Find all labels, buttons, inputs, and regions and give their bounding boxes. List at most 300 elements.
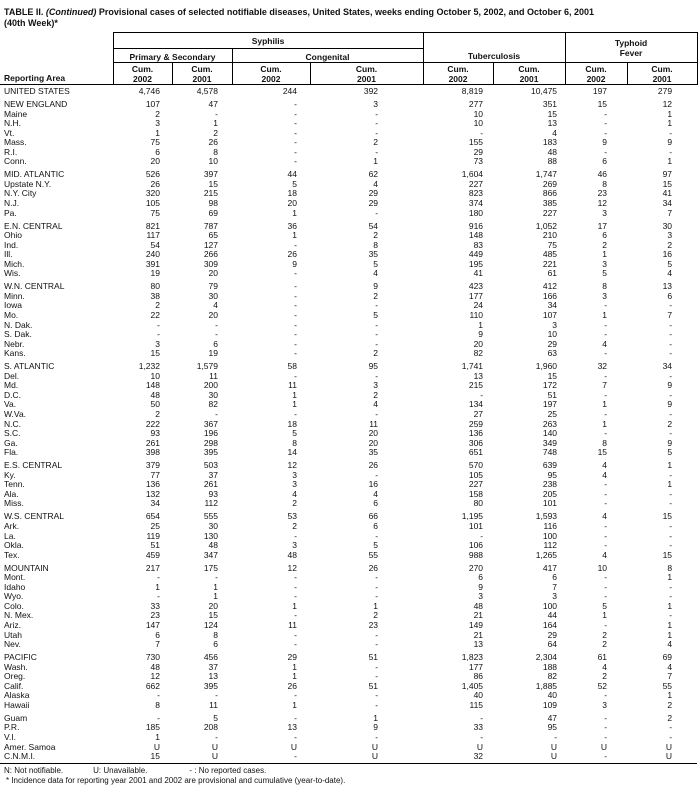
table-row <box>0 723 697 733</box>
value-cell: 3 <box>602 258 608 269</box>
value-cell: 2,304 <box>535 652 558 663</box>
value-cell: 1 <box>292 230 297 241</box>
reporting-area-cell: Minn. <box>4 290 25 301</box>
reporting-area-cell: Tenn. <box>4 479 25 490</box>
table-row <box>0 602 697 612</box>
table-row <box>0 199 697 209</box>
value-cell: 47 <box>547 712 558 723</box>
table-row <box>0 301 697 311</box>
table-row <box>0 573 697 583</box>
value-cell: 1 <box>292 671 297 682</box>
value-cell: 3 <box>373 99 379 110</box>
value-cell: 32 <box>597 361 608 372</box>
value-cell: 1 <box>292 389 297 400</box>
value-cell: 2 <box>602 639 608 650</box>
value-cell: - <box>669 498 673 509</box>
value-cell: 1 <box>292 600 297 611</box>
value-cell: 1,604 <box>461 169 484 180</box>
value-cell: 1 <box>292 207 297 218</box>
value-cell: 158 <box>468 488 484 499</box>
reporting-area-cell: Upstate N.Y. <box>4 178 52 189</box>
reporting-area-cell: Idaho <box>4 581 26 592</box>
table-row <box>0 499 697 509</box>
value-cell: 97 <box>662 169 673 180</box>
value-cell: - <box>294 581 297 592</box>
value-cell: 3 <box>602 207 608 218</box>
primary-secondary-header: Primary & Secondary <box>113 49 232 63</box>
value-cell: - <box>669 348 673 359</box>
value-cell: 4 <box>373 399 379 410</box>
table-row <box>0 209 697 219</box>
value-cell: - <box>375 530 379 541</box>
value-cell: 4,578 <box>196 86 218 96</box>
value-cell: 11 <box>209 370 218 381</box>
value-cell: 107 <box>145 99 160 110</box>
value-cell: 654 <box>145 511 160 522</box>
value-cell: 1 <box>602 399 608 410</box>
value-cell: 15 <box>208 610 218 621</box>
value-cell: 1 <box>373 712 379 723</box>
value-cell: 639 <box>542 460 558 471</box>
value-cell: 13 <box>287 722 297 733</box>
typhoid-header-line2: Fever <box>619 47 643 58</box>
value-cell: 3 <box>552 591 558 602</box>
table-row <box>0 560 697 573</box>
value-cell: 44 <box>287 169 297 180</box>
value-cell: 4 <box>213 300 218 311</box>
value-cell: - <box>669 389 673 400</box>
value-cell: 166 <box>542 290 558 301</box>
value-cell: 4,746 <box>138 86 160 96</box>
value-cell: 19 <box>208 348 218 359</box>
value-cell: U <box>600 741 608 752</box>
value-cell: - <box>604 146 608 157</box>
value-cell: - <box>604 581 608 592</box>
value-cell: 4 <box>373 268 379 279</box>
value-cell: 9 <box>667 380 673 391</box>
cum-2002-header-tuberculosis: Cum. 2002 <box>423 63 493 85</box>
table-row <box>0 752 697 764</box>
table-row <box>0 381 697 391</box>
value-cell: 20 <box>208 268 218 279</box>
value-cell: 1 <box>667 479 673 490</box>
table-row <box>0 180 697 190</box>
value-cell: 58 <box>287 361 297 372</box>
value-cell: 240 <box>145 249 160 260</box>
value-cell: 3 <box>478 591 484 602</box>
value-cell: 5 <box>373 258 379 269</box>
value-cell: 277 <box>468 99 484 110</box>
value-cell: - <box>157 329 160 340</box>
value-cell: 2 <box>155 409 160 419</box>
value-cell: - <box>294 108 297 119</box>
value-cell: 395 <box>203 680 218 691</box>
value-cell: 107 <box>542 310 558 321</box>
value-cell: 3 <box>292 469 297 480</box>
reporting-area-cell: Calif. <box>4 680 24 691</box>
value-cell: 279 <box>657 86 673 96</box>
value-cell: - <box>294 591 297 602</box>
value-cell: - <box>604 389 608 400</box>
value-cell: 51 <box>150 540 160 551</box>
reporting-area-cell: Mont. <box>4 572 26 583</box>
value-cell: 16 <box>662 249 673 260</box>
table-row <box>0 682 697 692</box>
value-cell: - <box>294 338 297 349</box>
value-cell: 112 <box>204 498 218 509</box>
reporting-area-cell: Md. <box>4 380 19 391</box>
value-cell: 3 <box>155 338 160 349</box>
table-row <box>0 650 697 663</box>
value-cell: 100 <box>542 530 558 541</box>
value-cell: 1 <box>213 581 218 592</box>
value-cell: - <box>669 127 673 138</box>
table-row <box>0 592 697 602</box>
value-cell: - <box>294 530 297 541</box>
value-cell: 106 <box>468 540 484 551</box>
value-cell: - <box>604 521 608 532</box>
value-cell: 19 <box>150 268 160 279</box>
value-cell: 1 <box>602 249 608 260</box>
value-cell: 5 <box>667 258 673 269</box>
value-cell: 101 <box>542 498 558 509</box>
value-cell: 1 <box>667 600 673 611</box>
value-cell: 412 <box>542 281 558 292</box>
value-cell: 6 <box>602 230 608 241</box>
table-row <box>0 372 697 382</box>
value-cell: 1 <box>667 572 673 583</box>
title-line-1 <box>4 7 698 18</box>
value-cell: 79 <box>208 281 218 292</box>
value-cell: - <box>669 300 673 311</box>
value-cell: 132 <box>145 488 160 499</box>
value-cell: 1 <box>602 418 608 429</box>
value-cell: 34 <box>547 300 558 311</box>
title-text: Provisional cases of selected notifiable diseases, United States, weeks ending October 5, 2002, and October 6, 2001 <box>98 7 595 17</box>
value-cell: 916 <box>468 220 484 231</box>
value-cell: 185 <box>145 722 160 733</box>
value-cell: 41 <box>473 268 484 279</box>
value-cell: 1,232 <box>138 361 160 372</box>
value-cell: 5 <box>292 178 297 189</box>
value-cell: 164 <box>542 619 558 630</box>
value-cell: - <box>157 591 160 602</box>
value-cell: 651 <box>468 447 484 458</box>
value-cell: 349 <box>542 437 558 448</box>
value-cell: 3 <box>552 319 558 330</box>
value-cell: 2 <box>155 300 160 311</box>
reporting-area-header: Reporting Area <box>0 33 113 85</box>
value-cell: 367 <box>203 418 218 429</box>
value-cell: 8 <box>602 178 608 189</box>
typhoid-group-header <box>565 33 697 63</box>
value-cell: 23 <box>368 619 379 630</box>
value-cell: 15 <box>113 752 172 764</box>
value-cell: 4 <box>602 338 608 349</box>
table-row <box>0 410 697 420</box>
value-cell: 148 <box>468 230 484 241</box>
cum-2001-header-typhoid: Cum. 2001 <box>627 63 697 85</box>
value-cell: 1 <box>213 591 218 602</box>
value-cell: 8 <box>213 146 218 157</box>
value-cell: - <box>157 712 160 723</box>
value-cell: 5 <box>602 268 608 279</box>
table-row <box>0 231 697 241</box>
value-cell: 77 <box>150 469 160 480</box>
value-cell: 9 <box>602 137 608 148</box>
value-cell: - <box>215 572 218 583</box>
value-cell: 1,579 <box>196 361 218 372</box>
value-cell: 27 <box>473 409 484 419</box>
value-cell: 392 <box>363 86 379 96</box>
value-cell: - <box>669 732 673 742</box>
value-cell: 7 <box>667 207 673 218</box>
value-cell: 3 <box>155 118 160 129</box>
table-row <box>0 311 697 321</box>
value-cell: 82 <box>473 348 484 359</box>
value-cell: - <box>375 591 379 602</box>
value-cell: 148 <box>145 380 160 391</box>
table-row <box>0 640 697 650</box>
value-cell: 12 <box>287 460 297 471</box>
value-cell: - <box>669 521 673 532</box>
value-cell: 54 <box>150 239 160 250</box>
table-body <box>0 85 697 764</box>
value-cell: 29 <box>368 198 379 209</box>
value-cell: - <box>669 610 673 621</box>
value-cell: - <box>294 639 297 650</box>
value-cell: 12 <box>150 671 160 682</box>
value-cell: - <box>232 752 310 764</box>
value-cell: 21 <box>473 629 484 640</box>
value-cell: 8 <box>213 629 218 640</box>
value-cell: 1,195 <box>461 511 484 522</box>
value-cell: 449 <box>468 249 484 260</box>
reporting-area-cell: Mo. <box>4 310 19 321</box>
value-cell: - <box>157 319 160 330</box>
table-header <box>0 33 697 85</box>
value-cell: 379 <box>145 460 160 471</box>
value-cell: 32 <box>423 752 493 764</box>
value-cell: - <box>294 310 297 321</box>
value-cell: 93 <box>150 428 160 439</box>
reporting-area-cell: Ga. <box>4 437 18 448</box>
value-cell: 298 <box>203 437 218 448</box>
value-cell: 48 <box>473 600 484 611</box>
table-row <box>0 471 697 481</box>
value-cell: 86 <box>473 671 484 682</box>
value-cell: 347 <box>203 549 218 560</box>
value-cell: 112 <box>543 540 558 551</box>
value-cell: - <box>294 370 297 381</box>
table-row <box>0 110 697 120</box>
value-cell: - <box>157 690 160 701</box>
reporting-area-cell: NEW ENGLAND <box>4 99 68 110</box>
value-cell: - <box>375 146 379 157</box>
footnote-legend <box>4 766 698 776</box>
table-row <box>0 340 697 350</box>
value-cell: - <box>604 409 608 419</box>
table-row <box>0 490 697 500</box>
value-cell: 503 <box>203 460 218 471</box>
value-cell: - <box>375 699 379 710</box>
value-cell: 2 <box>292 498 297 509</box>
value-cell: - <box>604 690 608 701</box>
value-cell: 1 <box>292 661 297 672</box>
table-row <box>0 189 697 199</box>
value-cell: - <box>294 690 297 701</box>
value-cell: 238 <box>542 479 558 490</box>
value-cell: 16 <box>368 479 379 490</box>
value-cell: 140 <box>542 428 558 439</box>
table-row <box>0 743 697 753</box>
value-cell: 2 <box>602 671 608 682</box>
value-cell: 2 <box>292 521 297 532</box>
value-cell: 3 <box>292 479 297 490</box>
value-cell: 988 <box>468 549 484 560</box>
value-cell: 423 <box>468 281 484 292</box>
value-cell: 63 <box>547 348 558 359</box>
value-cell: 8 <box>155 699 160 710</box>
value-cell: 662 <box>145 680 160 691</box>
value-cell: 4 <box>552 127 558 138</box>
value-cell: - <box>604 370 608 381</box>
value-cell: 570 <box>468 460 484 471</box>
value-cell: 38 <box>150 290 160 301</box>
value-cell: - <box>604 118 608 129</box>
value-cell: 51 <box>547 389 558 400</box>
value-cell: - <box>294 319 297 330</box>
value-cell: 55 <box>662 680 673 691</box>
value-cell: 12 <box>597 198 608 209</box>
value-cell: - <box>375 732 379 742</box>
value-cell: U <box>627 752 697 764</box>
table-row <box>0 148 697 158</box>
table-row <box>0 611 697 621</box>
reporting-area-cell: S. ATLANTIC <box>4 361 55 372</box>
value-cell: 5 <box>292 428 297 439</box>
value-cell: - <box>375 671 379 682</box>
value-cell: 196 <box>203 428 218 439</box>
reporting-area-cell: Utah <box>4 629 22 640</box>
table-row <box>0 292 697 302</box>
table-row <box>0 269 697 279</box>
table-row <box>0 631 697 641</box>
value-cell: 15 <box>150 348 160 359</box>
value-cell: - <box>604 319 608 330</box>
reporting-area-cell: N.Y. City <box>4 188 37 199</box>
legend-unavailable: U: Unavailable. <box>93 766 148 776</box>
value-cell: - <box>604 619 608 630</box>
value-cell: 115 <box>469 699 484 710</box>
table-row <box>0 551 697 561</box>
value-cell: - <box>294 629 297 640</box>
table-row <box>0 701 697 711</box>
value-cell: 41 <box>662 188 673 199</box>
cum-2002-header-ps: Cum. 2002 <box>113 63 172 85</box>
value-cell: 47 <box>208 99 218 110</box>
value-cell: 15 <box>662 511 673 522</box>
value-cell: - <box>604 712 608 723</box>
cum-2002-header-congenital: Cum. 2002 <box>232 63 310 85</box>
value-cell: 398 <box>145 447 160 458</box>
reporting-area-cell: PACIFIC <box>4 652 37 663</box>
table-row <box>0 97 697 110</box>
table-row <box>0 710 697 723</box>
value-cell: - <box>375 108 379 119</box>
value-cell: - <box>669 338 673 349</box>
reporting-area-cell: N. Mex. <box>4 610 34 621</box>
value-cell: 208 <box>203 722 218 733</box>
value-cell: - <box>294 300 297 311</box>
value-cell: 110 <box>469 310 484 321</box>
value-cell: - <box>375 300 379 311</box>
value-cell: 6 <box>667 290 673 301</box>
value-cell: 9 <box>667 399 673 410</box>
value-cell: - <box>669 488 673 499</box>
value-cell: 9 <box>478 329 484 340</box>
cum-2001-header-ps: Cum. 2001 <box>172 63 232 85</box>
table-row <box>0 241 697 251</box>
reporting-area-cell: Fla. <box>4 447 19 458</box>
value-cell: - <box>375 118 379 129</box>
value-cell: 48 <box>150 389 160 400</box>
reporting-area-cell: Wis. <box>4 268 21 279</box>
reporting-area-cell: P.R. <box>4 722 20 733</box>
value-cell: 124 <box>203 619 218 630</box>
table-row <box>0 439 697 449</box>
value-cell: - <box>480 530 484 541</box>
value-cell: 23 <box>150 610 160 621</box>
value-cell: - <box>669 530 673 541</box>
table-row <box>0 522 697 532</box>
reporting-area-cell: Ariz. <box>4 619 21 630</box>
value-cell: 11 <box>288 380 297 391</box>
reporting-area-cell: Ala. <box>4 488 19 499</box>
value-cell: 66 <box>368 511 379 522</box>
value-cell: 197 <box>542 399 558 410</box>
value-cell: 8 <box>602 437 608 448</box>
value-cell: 17 <box>597 220 608 231</box>
value-cell: 136 <box>468 428 484 439</box>
footnotes <box>0 766 698 785</box>
value-cell: U <box>172 752 232 764</box>
value-cell: 227 <box>542 207 558 218</box>
value-cell: U <box>550 741 558 752</box>
reporting-area-cell: S. Dak. <box>4 329 32 340</box>
notifiable-diseases-table <box>0 32 698 764</box>
value-cell: - <box>480 732 484 742</box>
value-cell: 109 <box>542 699 558 710</box>
value-cell: U <box>310 752 423 764</box>
table-row <box>0 691 697 701</box>
value-cell: 10 <box>547 329 558 340</box>
value-cell: 8 <box>602 281 608 292</box>
value-cell: 4 <box>292 488 297 499</box>
reporting-area-cell: Va. <box>4 399 17 410</box>
value-cell: - <box>375 629 379 640</box>
table-row <box>0 448 697 458</box>
value-cell: 15 <box>662 549 673 560</box>
value-cell: 177 <box>468 661 484 672</box>
value-cell: 20 <box>208 600 218 611</box>
value-cell: 188 <box>542 661 558 672</box>
value-cell: 15 <box>597 99 608 110</box>
value-cell: 37 <box>208 469 218 480</box>
title-continued: (Continued) <box>45 7 97 17</box>
reporting-area-cell: Wyo. <box>4 591 24 602</box>
value-cell: 69 <box>662 652 673 663</box>
